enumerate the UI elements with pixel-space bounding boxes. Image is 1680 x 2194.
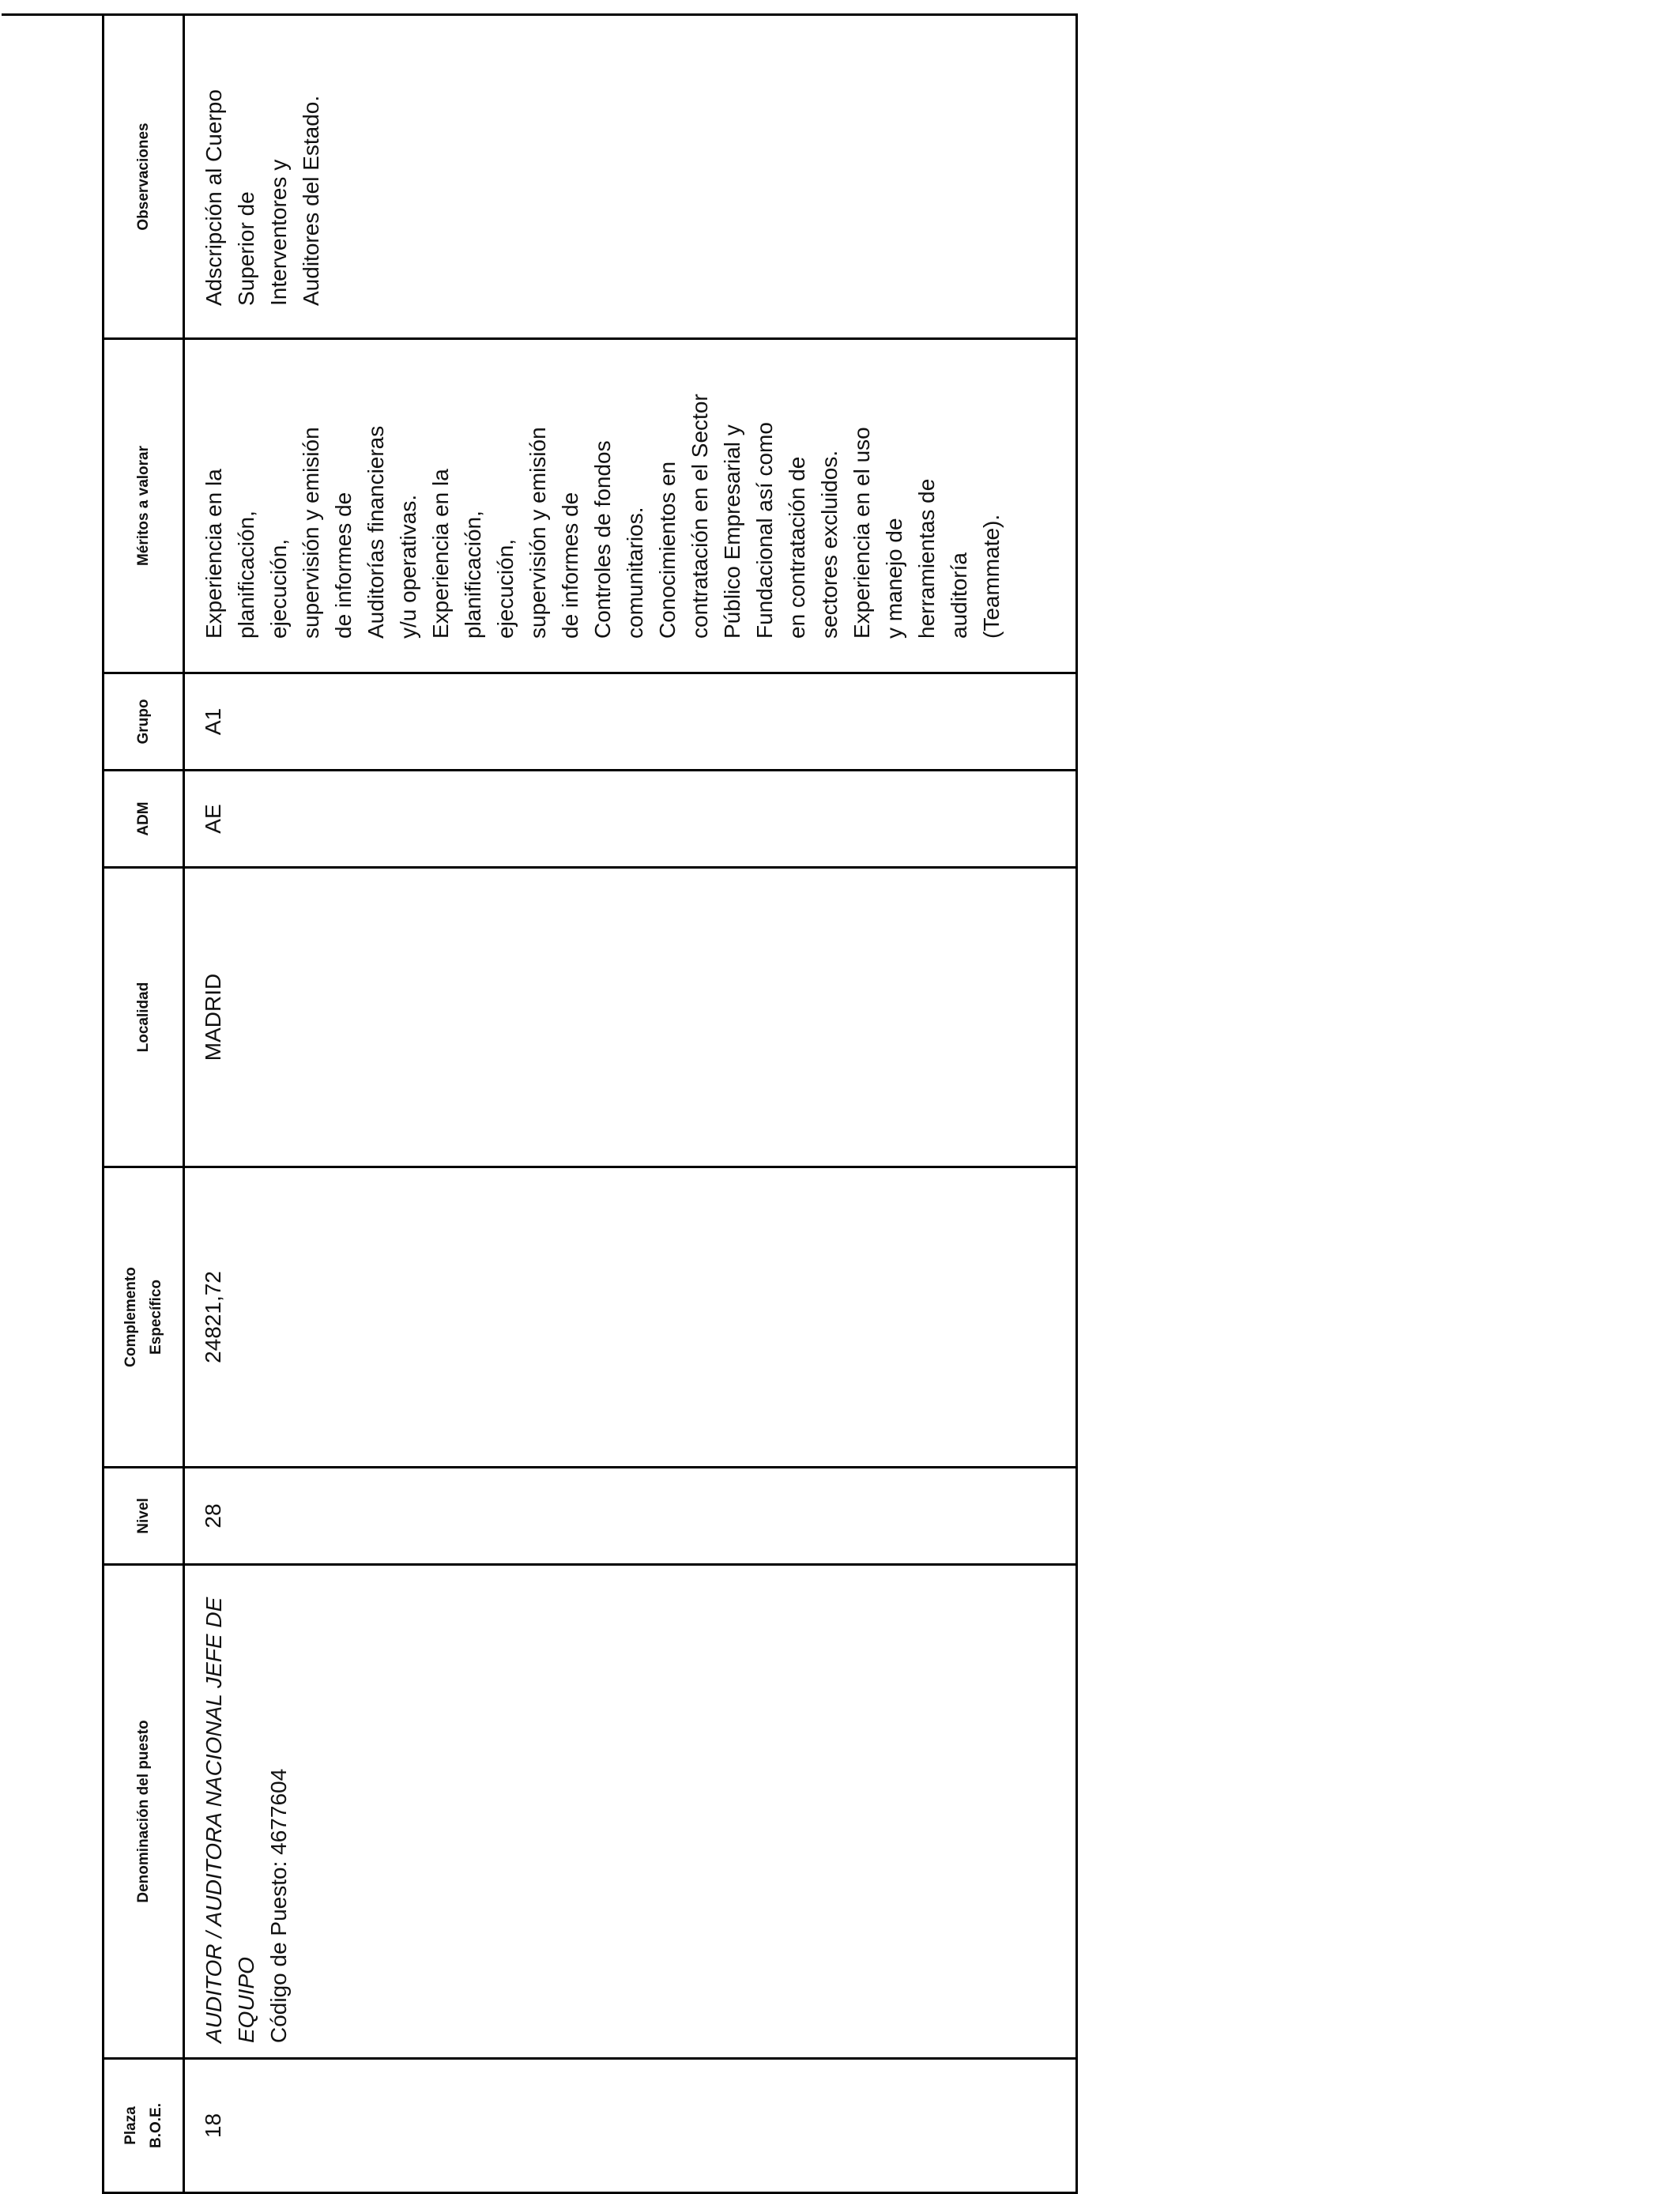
job-code: Código de Puesto: 4677604 [266,1768,291,2043]
observaciones-line: Auditores del Estado. [299,95,323,306]
cell-observaciones [185,16,1075,337]
cell-plaza: 18 [201,2113,225,2139]
meritos-line: de informes de [331,492,356,639]
cell-localidad: MADRID [201,973,225,1061]
header-localidad [104,869,183,1166]
meritos-line: ejecución, [493,538,518,639]
meritos-line: sectores excluidos. [817,450,842,639]
meritos-line: Auditorías financieras [363,425,388,639]
header-observaciones-label: Observaciones [134,123,152,231]
meritos-line: herramientas de [914,478,939,639]
header-plaza-line1: Plaza [122,2106,139,2145]
header-adm [104,771,183,866]
meritos-line: en contratación de [785,456,809,639]
header-complemento [104,1168,183,1466]
header-meritos [104,340,183,672]
meritos-line: ejecución, [266,538,291,639]
table-bottom-border [1075,16,1078,2192]
meritos-line: y manejo de [882,518,906,639]
cell-meritos [185,340,1075,672]
meritos-line: de informes de [558,492,582,639]
meritos-line: auditoría [947,552,971,639]
header-localidad-label: Localidad [134,982,152,1053]
cell-complemento: 24821,72 [201,1271,225,1363]
meritos-line: Experiencia en la [202,469,226,639]
header-complemento-line1: Complemento [122,1267,139,1367]
header-grupo-label: Grupo [134,699,152,745]
observaciones-line: Adscripción al Cuerpo [202,89,226,306]
meritos-line: Experiencia en la [428,469,453,639]
meritos-line: planificación, [461,511,485,639]
job-title: AUDITOR / AUDITORA NACIONAL JEFE DE EQUIPO [202,1596,258,2043]
meritos-line: Controles de fondos [590,440,615,639]
cell-grupo: A1 [201,707,225,736]
cell-denominacion [185,1566,1075,2057]
meritos-line: planificación, [234,511,258,639]
meritos-line: Público Empresarial y [720,424,744,639]
meritos-line: y/u operativas. [396,494,420,639]
header-plaza-line2: B.O.E. [147,2103,164,2149]
header-complemento-line2: Específico [147,1279,164,1355]
header-plaza [104,2060,183,2192]
header-nivel-label: Nivel [134,1498,152,1534]
rotated-table-page [2,11,1097,2194]
observaciones-line: Interventores y [266,159,291,306]
header-observaciones [104,16,183,337]
header-nivel [104,1468,183,1563]
meritos-line: supervisión y emisión [299,427,323,639]
header-denominacion-label: Denominación del puesto [134,1720,152,1903]
cell-nivel: 28 [201,1503,225,1529]
cell-adm: AE [201,804,225,834]
meritos-line: (Teammate). [979,514,1004,639]
meritos-line: supervisión y emisión [525,427,550,639]
meritos-line: contratación en el Sector [687,394,712,639]
observaciones-line: Superior de [234,191,258,306]
meritos-line: Conocimientos en [655,461,680,639]
header-denominacion [104,1566,183,2057]
meritos-line: Experiencia en el uso [849,427,874,639]
header-grupo [104,674,183,769]
header-adm-label: ADM [134,801,152,836]
header-meritos-label: Méritos a valorar [134,445,152,567]
meritos-line: Fundacional así como [752,422,777,639]
meritos-line: comunitarios. [623,507,647,639]
